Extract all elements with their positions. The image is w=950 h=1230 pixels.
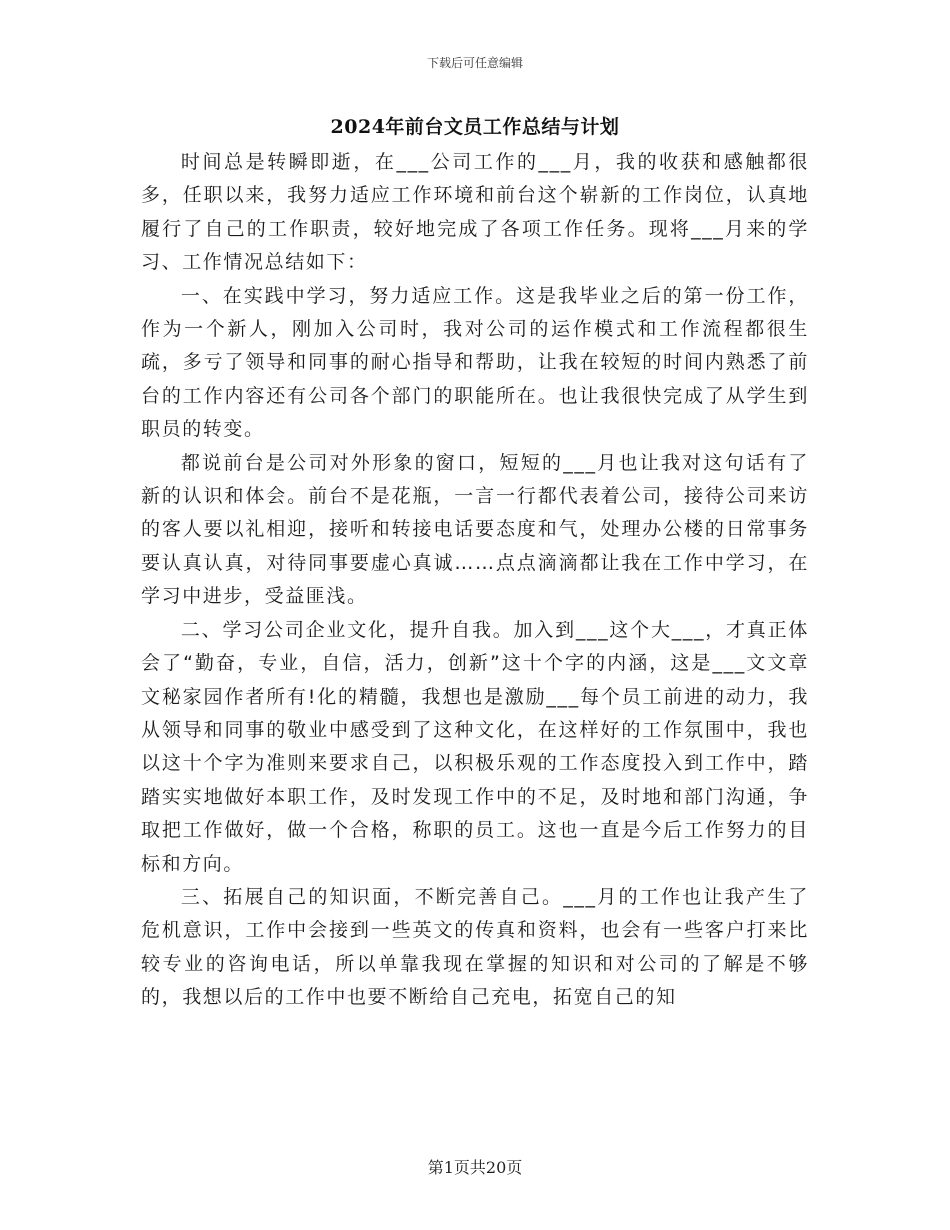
paragraph-section-1: 一、在实践中学习，努力适应工作。这是我毕业之后的第一份工作，作为一个新人，刚加入公司时，我对公司的运作模式和工作流程都很生疏，多亏了领导和同事的耐心指导和帮助，让我在较短的时间内熟悉了前台的工作内容还有公司各个部门的职能所在。也让我很快完成了从学生到职员的转变。	[141, 284, 809, 441]
paragraph-section-2: 二、学习公司企业文化，提升自我。加入到___这个大___，才真正体会了“勤奋，专业，自信，活力，创新”这十个字的内涵，这是___文文章文秘家园作者所有!化的精髓，我想也是激励___每个员工前进的动力，我从领导和同事的敬业中感受到了这种文化，在这样好的工作氛围中，我也以这十个字为准则来要求自己，以积极乐观的工作态度投入到工作中，踏踏实实地做好本职工作，及时发现工作中的不足，及时地和部门沟通，争取把工作做好，做一个合格，称职的员工。这也一直是今后工作努力的目标和方向。	[141, 618, 809, 875]
header-note: 下载后可任意编辑	[426, 56, 523, 70]
paragraph-section-3: 三、拓展自己的知识面，不断完善自己。___月的工作也让我产生了危机意识，工作中会接到一些英文的传真和资料，也会有一些客户打来比较专业的咨询电话，所以单靠我现在掌握的知识和对公司的了解是不够的，我想以后的工作中也要不断给自己充电，拓宽自己的知	[141, 885, 809, 1009]
document-body	[141, 146, 809, 1015]
paragraph-intro: 时间总是转瞬即逝，在___公司工作的___月，我的收获和感触都很多，任职以来，我努力适应工作环境和前台这个崭新的工作岗位，认真地履行了自己的工作职责，较好地完成了各项工作任务。现将___月来的学习、工作情况总结如下：	[141, 151, 809, 274]
document-title: 2024年前台文员工作总结与计划	[330, 116, 620, 138]
page-number-footer: 第1页共20页	[427, 1158, 523, 1177]
paragraph-section-1-cont: 都说前台是公司对外形象的窗口，短短的___月也让我对这句话有了新的认识和体会。前台不是花瓶，一言一行都代表着公司，接待公司来访的客人要以礼相迎，接听和转接电话要态度和气，处理办公楼的日常事务要认真认真，对待同事要虚心真诚……点点滴滴都让我在工作中学习，在学习中进步，受益匪浅。	[141, 451, 809, 608]
